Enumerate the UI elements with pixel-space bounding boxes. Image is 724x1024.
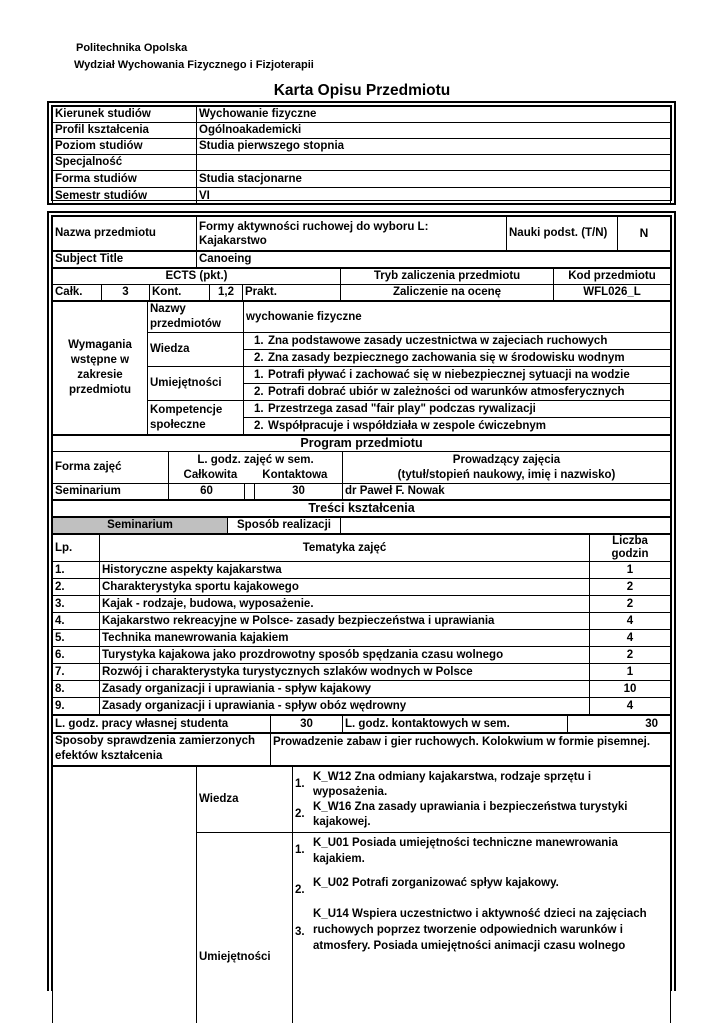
table-row	[53, 698, 671, 715]
general-info-table	[52, 106, 671, 205]
topic-lp: 5.	[53, 630, 100, 647]
program-teacher-header	[343, 452, 671, 484]
prereq-social-text: Współpracuje i współdziała w zespole ćwiczebnym	[268, 419, 546, 432]
outcomes-skills-label: Umiejętności	[197, 833, 293, 1023]
topic-text: Kajak - rodzaje, budowa, wyposażenie.	[100, 596, 590, 613]
prerequisites-table	[52, 301, 671, 435]
contact-hours-value: 30	[568, 716, 671, 733]
info-row	[53, 188, 671, 205]
content-title-table	[52, 500, 671, 517]
info-value: Studia stacjonarne	[197, 171, 671, 188]
program-hours-sublabels	[171, 468, 340, 483]
prerequisites-label-line: Wymagania	[68, 339, 132, 351]
table-row	[53, 664, 671, 681]
topics-table	[52, 534, 671, 715]
info-value	[197, 155, 671, 171]
program-teacher-value: dr Paweł F. Nowak	[343, 484, 671, 500]
subjects-label-line: Nazwy	[150, 303, 186, 315]
topic-text: Charakterystyka sportu kajakowego	[100, 579, 590, 596]
table-row	[53, 647, 671, 664]
program-form-value: Seminarium	[53, 484, 169, 500]
info-value: VI	[197, 188, 671, 205]
prereq-social-item: 1. Przestrzega zasad "fair play" podczas rywalizacji	[244, 401, 671, 418]
list-item	[295, 835, 668, 867]
topic-lp: 2.	[53, 579, 100, 596]
university-name: Politechnika Opolska	[76, 42, 188, 54]
topic-lp: 9.	[53, 698, 100, 715]
outcome-number: 2.	[295, 884, 305, 896]
program-section-title: Program przedmiotu	[53, 436, 671, 452]
prereq-social-label-line: społeczne	[150, 418, 206, 431]
assessment-label-line: Sposoby sprawdzenia zamierzonych	[55, 735, 256, 747]
info-label: Forma studiów	[53, 171, 197, 188]
prereq-social-text: Przestrzega zasad "fair play" podczas rywalizacji	[268, 402, 536, 415]
prereq-knowledge-text: Zna podstawowe zasady uczestnictwa w zajeciach ruchowych	[268, 334, 608, 347]
info-label: Kierunek studiów	[53, 107, 197, 123]
topic-text: Zasady organizacji i uprawiania - spływ kajakowy	[100, 681, 590, 698]
outcomes-left-cell	[53, 767, 197, 1023]
topic-text: Zasady organizacji i uprawiania - spływ obóz wędrowny	[100, 698, 590, 715]
content-form-label: Seminarium	[53, 518, 228, 534]
table-row	[53, 630, 671, 647]
topics-col-topic: Tematyka zajęć	[100, 535, 590, 562]
code-value: WFL026_L	[554, 285, 671, 301]
prerequisites-label-line: zakresie	[77, 369, 123, 381]
topic-hours: 10	[590, 681, 671, 698]
outcome-text: K_U14 Wspiera uczestnictwo i aktywność dzieci na zajęciach ruchowych poprzez tworzenie odpowiednich warunków i atmosfery. Posiada umiejętności animacji czasu wolnego	[313, 908, 647, 952]
program-total-value: 60	[169, 484, 245, 500]
program-teacher-sublabel: (tytuł/stopień naukowy, imię i nazwisko)	[397, 468, 616, 481]
course-card-box	[47, 211, 676, 991]
outcome-text: K_U02 Potrafi zorganizować spływ kajakowy.	[313, 877, 559, 889]
topic-hours: 2	[590, 596, 671, 613]
outcome-text: K_W12 Zna odmiany kajakarstwa, rodzaje sprzętu i wyposażenia.	[313, 770, 592, 798]
outcomes-table	[52, 766, 671, 1023]
info-row	[53, 155, 671, 171]
ects-total-value: 3	[102, 285, 150, 301]
info-value: Studia pierwszego stopnia	[197, 139, 671, 155]
program-teacher-label: Prowadzący zajęcia	[452, 453, 561, 466]
topic-hours: 2	[590, 647, 671, 664]
content-method-label: Sposób realizacji	[228, 518, 341, 534]
subjects-value: wychowanie fizyczne	[244, 302, 671, 333]
page-title: Karta Opisu Przedmiotu	[273, 82, 451, 99]
topic-hours: 4	[590, 630, 671, 647]
subject-title-label: Subject Title	[53, 252, 197, 268]
outcome-text: K_U01 Posiada umiejętności techniczne manewrowania kajakiem.	[313, 837, 618, 865]
table-row	[53, 562, 671, 579]
topic-lp: 6.	[53, 647, 100, 664]
topic-lp: 7.	[53, 664, 100, 681]
assessment-label	[53, 734, 271, 766]
contact-hours-label: L. godz. kontaktowych w sem.	[343, 716, 568, 733]
course-name-table	[52, 216, 671, 251]
prereq-social-item: 2. Współpracuje i współdziała w zespole ćwiczebnym	[244, 418, 671, 435]
topics-col-lp: Lp.	[53, 535, 100, 562]
course-name-value	[197, 217, 507, 251]
info-label: Semestr studiów	[53, 188, 197, 205]
topic-text: Technika manewrowania kajakiem	[100, 630, 590, 647]
topic-lp: 1.	[53, 562, 100, 579]
outcome-number: 3.	[295, 926, 305, 938]
content-method-table	[52, 517, 671, 534]
topic-text: Rozwój i charakterystyka turystycznych szlaków wodnych w Polsce	[100, 664, 590, 681]
info-row	[53, 171, 671, 188]
mode-label: Tryb zaliczenia przedmiotu	[341, 269, 554, 285]
outcome-number: 1.	[295, 844, 305, 856]
prereq-social-label-line: Kompetencje	[150, 403, 223, 416]
prereq-skills-item: 1. Potrafi pływać i zachować się w niebezpiecznej sytuacji na wodzie	[244, 367, 671, 384]
assessment-table	[52, 733, 671, 766]
info-row	[53, 139, 671, 155]
subjects-label	[148, 302, 244, 333]
ects-table	[52, 268, 671, 301]
info-label: Profil kształcenia	[53, 123, 197, 139]
prereq-social-label	[148, 401, 244, 435]
subject-title-table	[52, 251, 671, 268]
program-form-label: Forma zajęć	[53, 452, 169, 484]
outcome-number: 2.	[295, 807, 305, 820]
program-table	[52, 435, 671, 500]
topic-lp: 3.	[53, 596, 100, 613]
topic-hours: 2	[590, 579, 671, 596]
prereq-skills-text: Potrafi dobrać ubiór w zależności od warunków atmosferycznych	[268, 385, 625, 398]
basic-science-label: Nauki podst. (T/N)	[507, 217, 618, 251]
subject-title-value: Canoeing	[197, 252, 671, 268]
general-info-box	[47, 101, 676, 205]
info-row	[53, 123, 671, 139]
table-row	[53, 681, 671, 698]
outcomes-knowledge-label: Wiedza	[197, 767, 293, 833]
topic-hours: 1	[590, 664, 671, 681]
list-item	[295, 906, 668, 954]
info-value: Ogólnoakademicki	[197, 123, 671, 139]
info-row	[53, 107, 671, 123]
prerequisites-label-line: wstępne w	[70, 354, 130, 366]
topic-text: Historyczne aspekty kajakarstwa	[100, 562, 590, 579]
ects-label: ECTS (pkt.)	[53, 269, 341, 285]
list-item	[295, 875, 668, 898]
table-row	[53, 579, 671, 596]
prereq-knowledge-label: Wiedza	[148, 333, 244, 367]
prereq-skills-item: 2. Potrafi dobrać ubiór w zależności od warunków atmosferycznych	[244, 384, 671, 401]
info-label: Poziom studiów	[53, 139, 197, 155]
prerequisites-label-line: przedmiotu	[69, 384, 131, 396]
assessment-label-line: efektów kształcenia	[55, 750, 163, 762]
ects-total-label: Całk.	[53, 285, 102, 301]
program-hours-label: L. godz. zajęć w sem.	[197, 453, 314, 466]
prereq-skills-text: Potrafi pływać i zachować się w niebezpiecznej sytuacji na wodzie	[268, 368, 630, 381]
content-method-value	[341, 518, 671, 534]
subjects-label-line: przedmiotów	[150, 318, 221, 330]
program-hours-separator	[245, 484, 255, 500]
workload-table	[52, 715, 671, 733]
ects-contact-value: 1,2	[210, 285, 243, 301]
program-contact-label: Kontaktowa	[262, 468, 328, 481]
prerequisites-label	[53, 302, 148, 435]
basic-science-value: N	[618, 217, 671, 251]
course-name-label: Nazwa przedmiotu	[53, 217, 197, 251]
program-total-label: Całkowita	[183, 468, 238, 481]
topic-lp: 8.	[53, 681, 100, 698]
info-value: Wychowanie fizyczne	[197, 107, 671, 123]
program-contact-value: 30	[255, 484, 343, 500]
table-row	[53, 613, 671, 630]
outcome-number: 1.	[295, 777, 305, 790]
self-study-value: 30	[271, 716, 343, 733]
mode-value: Zaliczenie na ocenę	[341, 285, 554, 301]
topic-hours: 4	[590, 613, 671, 630]
program-hours-header	[169, 452, 343, 484]
ects-contact-label: Kont.	[150, 285, 210, 301]
outcomes-knowledge-list	[293, 767, 671, 833]
topics-col-hours: Liczba godzin	[590, 535, 671, 562]
prereq-knowledge-item: 2. Zna zasady bezpiecznego zachowania się w środowisku wodnym	[244, 350, 671, 367]
topic-text: Kajakarstwo rekreacyjne w Polsce- zasady bezpieczeństwa i uprawiania	[100, 613, 590, 630]
topic-hours: 1	[590, 562, 671, 579]
ects-practical-label: Prakt.	[243, 285, 341, 301]
list-item	[295, 800, 668, 830]
prereq-skills-label: Umiejętności	[148, 367, 244, 401]
topic-text: Turystyka kajakowa jako prozdrowotny sposób spędzania czasu wolnego	[100, 647, 590, 664]
code-label: Kod przedmiotu	[554, 269, 671, 285]
course-name-line: Kajakarstwo	[199, 234, 267, 247]
table-row	[53, 596, 671, 613]
outcome-text: K_W16 Zna zasady uprawiania i bezpieczeństwa turystyki kajakowej.	[313, 800, 628, 828]
prereq-knowledge-item: 1. Zna podstawowe zasady uczestnictwa w zajeciach ruchowych	[244, 333, 671, 350]
prereq-knowledge-text: Zna zasady bezpiecznego zachowania się w środowisku wodnym	[268, 351, 625, 364]
assessment-value: Prowadzenie zabaw i gier ruchowych. Kolokwium w formie pisemnej.	[271, 734, 671, 766]
list-item	[295, 770, 668, 800]
topic-lp: 4.	[53, 613, 100, 630]
topic-hours: 4	[590, 698, 671, 715]
outcomes-skills-list	[293, 833, 671, 1023]
content-section-title: Treści kształcenia	[53, 501, 671, 517]
course-name-line: Formy aktywności ruchowej do wyboru L:	[199, 220, 429, 233]
self-study-label: L. godz. pracy własnej studenta	[53, 716, 271, 733]
faculty-name: Wydział Wychowania Fizycznego i Fizjoterapii	[74, 59, 314, 71]
info-label: Specjalność	[53, 155, 197, 171]
